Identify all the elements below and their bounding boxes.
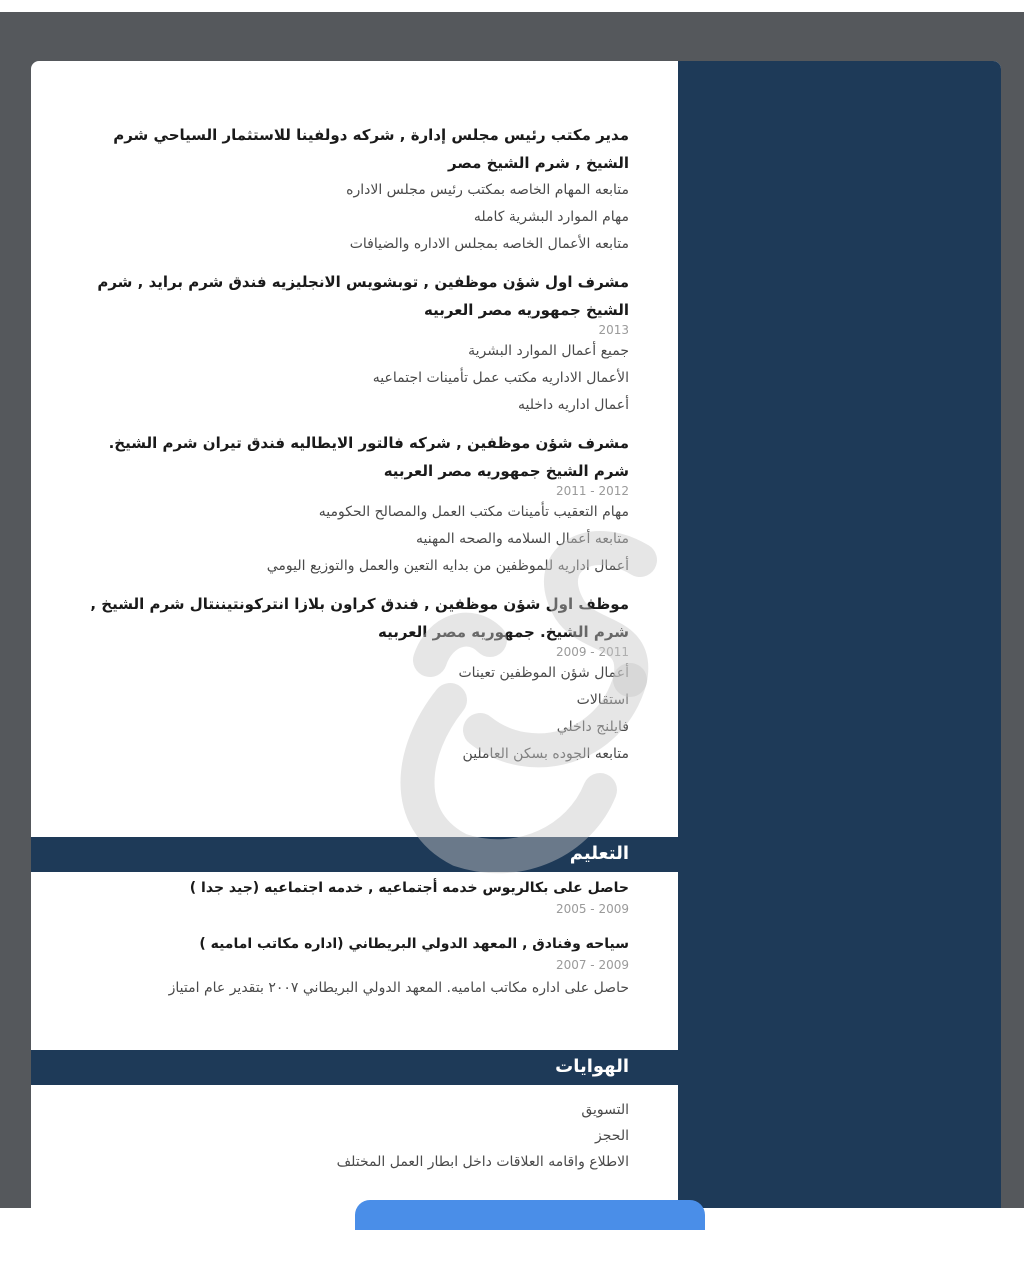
education-heading-bar xyxy=(31,837,678,872)
job-line: متابعه أعمال السلامه والصحه المهنيه xyxy=(416,531,629,547)
job-line: متابعه المهام الخاصه بمكتب رئيس مجلس الاداره xyxy=(346,182,629,198)
job-line: أعمال اداريه للموظفين من بدايه التعين والعمل والتوزيع اليومي xyxy=(266,558,629,574)
resume-sidebar xyxy=(678,61,1001,1208)
education-heading: التعليم xyxy=(569,843,629,864)
job-line: أعمال شؤن الموظفين تعينات xyxy=(458,665,629,681)
job-line: متابعه الجوده بسكن العاملين xyxy=(462,746,629,762)
hobbies-section xyxy=(69,1097,629,1175)
action-button-edge[interactable] xyxy=(355,1200,705,1230)
job-line: الأعمال الاداريه مكتب عمل تأمينات اجتماعيه xyxy=(372,370,629,386)
education-date: 2007 - 2009 xyxy=(555,958,629,972)
job-line: متابعه الأعمال الخاصه بمجلس الاداره والضيافات xyxy=(349,236,629,252)
hobby-item: التسويق xyxy=(581,1102,629,1118)
job-title: مشرف شؤن موظفين , شركه فالتور الايطاليه فندق تيران شرم الشيخ. شرم الشيخ جمهوريه مصر العربيه xyxy=(108,434,629,480)
job-entry xyxy=(69,121,629,258)
job-date: 2011 - 2012 xyxy=(555,484,629,498)
job-line: أعمال اداريه داخليه xyxy=(518,397,629,413)
job-line: جميع أعمال الموارد البشرية xyxy=(468,343,629,359)
education-title: سياحه وفنادق , المعهد الدولي البريطاني (اداره مكاتب اماميه ) xyxy=(199,936,629,952)
job-title: موظف اول شؤن موظفين , فندق كراون بلازا انتركونتيننتال شرم الشيخ , شرم الشيخ. جمهوريه مصر العربيه xyxy=(90,595,629,641)
hobbies-heading-bar xyxy=(31,1050,678,1085)
hobby-item: الاطلاع واقامه العلاقات داخل ابطار العمل المختلف xyxy=(336,1154,629,1170)
job-entry xyxy=(69,590,629,768)
job-date: 2013 xyxy=(598,323,629,337)
resume-main xyxy=(31,61,678,1208)
job-line: مهام الموارد البشرية كامله xyxy=(473,209,629,225)
experience-section xyxy=(69,121,629,778)
resume-card xyxy=(31,61,1001,1208)
job-date: 2009 - 2011 xyxy=(555,645,629,659)
job-line: مهام التعقيب تأمينات مكتب العمل والمصالح الحكوميه xyxy=(318,504,629,520)
hobbies-heading: الهوايات xyxy=(555,1056,629,1077)
education-section xyxy=(69,875,629,1011)
education-note: حاصل على اداره مكاتب اماميه. المعهد الدولي البريطاني ٢٠٠٧ بتقدير عام امتياز xyxy=(168,980,629,996)
job-title: مشرف اول شؤن موظفين , توبشويس الانجليزيه فندق شرم برايد , شرم الشيخ جمهوريه مصر العربيه xyxy=(97,273,629,319)
education-title: حاصل على بكالريوس خدمه أجتماعيه , خدمه اجتماعيه (جيد جدا ) xyxy=(189,880,629,896)
hobby-item: الحجز xyxy=(595,1128,629,1144)
job-line: فايلنج داخلي xyxy=(556,719,629,735)
education-date: 2005 - 2009 xyxy=(555,902,629,916)
job-title: مدير مكتب رئيس مجلس إدارة , شركه دولفينا للاستثمار السياحي شرم الشيخ , شرم الشيخ مصر xyxy=(113,126,629,172)
job-entry xyxy=(69,268,629,419)
education-entry xyxy=(69,931,629,1001)
job-entry xyxy=(69,429,629,580)
education-entry xyxy=(69,875,629,917)
job-line: استقالات xyxy=(576,692,629,708)
